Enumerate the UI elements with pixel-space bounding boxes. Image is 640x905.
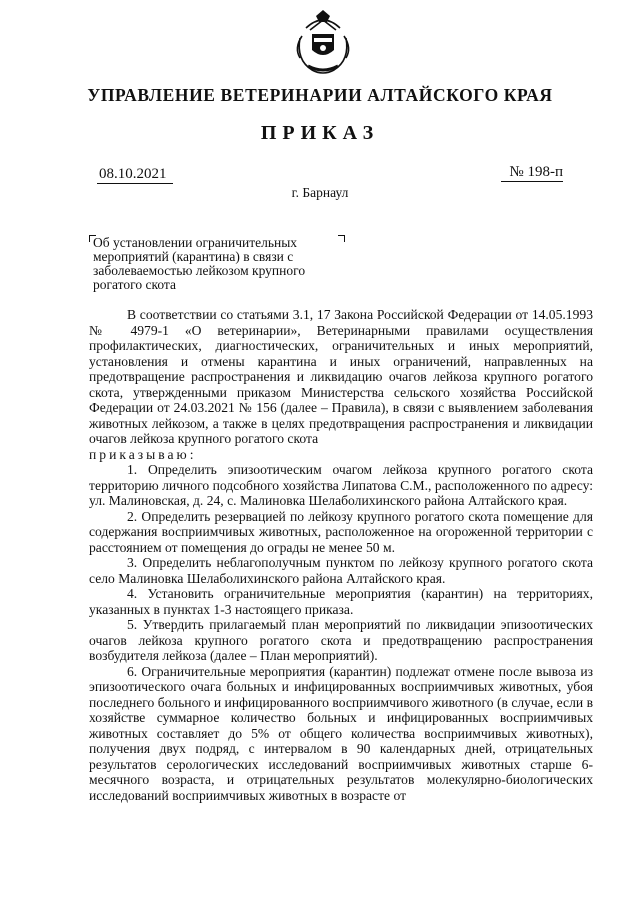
order-item-6: 6. Ограничительные мероприятия (карантин) подлежат отмене после вывоза из эпизоотического очага больных и инфицированных восприимчивых животных, убоя последнего больного и инфицированного восприимчивого животного (в случае, если в хозяйстве суммарное количество больных и инфицированных восприимчивых животных составляет до 5% от общего количества восприимчивых животных), получения двух подряд, с интервалом в 90 календарных дней, отрицательных результатов серологических исследований восприимчивых животных старше 6-месячного возраста, и отрицательных результатов молекулярно-биологических исследований восприимчивых животных в возрасте от [89, 663, 593, 803]
order-number: № 198-п [501, 163, 563, 182]
order-item-2: 2. Определить резервацией по лейкозу крупного рогатого скота помещение для содержания восприимчивых животных, расположенное на огороженной территории с расстоянием от помещения до ограды не менее 50 м. [89, 508, 593, 555]
order-item-3: 3. Определить неблагополучным пунктом по лейкозу крупного рогатого скота село Малиновка Шелаболихинского района Алтайского края. [89, 555, 593, 586]
order-item-1: 1. Определить эпизоотическим очагом лейкоза крупного рогатого скота территорию личного подсобного хозяйства Липатова С.М., расположенного по адресу: ул. Малиновская, д. 24, с. Малиновка Шелаболихинского района Алтайского края. [89, 462, 593, 508]
issue-city: г. Барнаул [291, 185, 349, 200]
coat-of-arms-emblem [292, 8, 354, 78]
order-date: 08.10.2021 [97, 165, 173, 184]
order-body [89, 307, 593, 803]
organization-name: УПРАВЛЕНИЕ ВЕТЕРИНАРИИ АЛТАЙСКОГО КРАЯ [87, 85, 553, 105]
order-subject: Об установлении ограничительных мероприятий (карантина) в связи с заболеваемостью лейкозом крупного рогатого скота [93, 235, 306, 292]
order-directive: приказываю: [89, 446, 197, 462]
document-type-title: ПРИКАЗ [260, 122, 380, 144]
order-item-4: 4. Установить ограничительные мероприятия (карантин) на территориях, указанных в пунктах 1-3 настоящего приказа. [89, 586, 593, 617]
order-item-5: 5. Утвердить прилагаемый план мероприятий по ликвидации эпизоотических очагов лейкоза крупного рогатого скота и предотвращению распространения возбудителя лейкоза (далее – План мероприятий). [89, 617, 593, 663]
preamble-paragraph: В соответствии со статьями 3.1, 17 Закона Российской Федерации от 14.05.1993 № 4979-1 «О ветеринарии», Ветеринарными правилами осуществления профилактических, диагностических, ограничительных и иных мероприятий, установления и отмены карантина и иных ограничений, направленных на предотвращение распространения и ликвидацию очагов лейкоза крупного рогатого скота, утвержденными приказом Министерства сельского хозяйства Российской Федерации от 24.03.2021 № 156 (далее – Правила), в связи с выявлением заболевания животных лейкозом, а также в целях предотвращения распространения и ликвидации очагов лейкоза крупного рогатого скота [89, 307, 593, 446]
